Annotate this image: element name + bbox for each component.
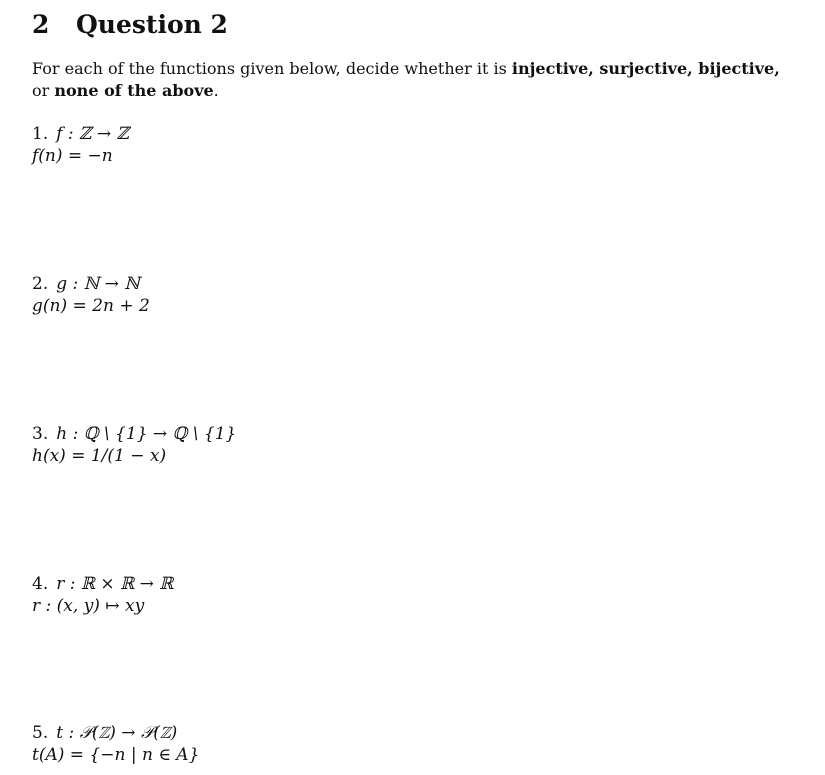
- function-item-3: [32, 423, 236, 467]
- section-number: 2: [32, 10, 50, 39]
- function-definition: g(n) = 2n + 2: [32, 296, 150, 316]
- item-label: 1.: [32, 124, 49, 144]
- function-signature: [32, 722, 199, 744]
- signature-text: g : ℕ → ℕ: [56, 274, 140, 294]
- function-definition: f(n) = −n: [32, 146, 113, 166]
- intro-text-before: For each of the functions given below, decide whether it is: [32, 59, 512, 78]
- intro-bold-end: none of the above: [54, 81, 214, 100]
- function-definition: t(A) = {−n | n ∈ A}: [32, 745, 200, 765]
- function-definition: r : (x, y) ↦ xy: [32, 596, 145, 616]
- intro-bold-terms: injective, surjective, bijective,: [511, 59, 780, 78]
- section-title: Question 2: [76, 10, 228, 39]
- function-item-1: [32, 123, 129, 167]
- intro-text-after: .: [213, 81, 219, 100]
- item-label: 3.: [32, 424, 49, 444]
- signature-text: t : 𝒫(ℤ) → 𝒫(ℤ): [56, 723, 178, 743]
- question-intro: [32, 58, 792, 102]
- item-label: 4.: [32, 574, 49, 594]
- signature-text: h : ℚ \ {1} → ℚ \ {1}: [56, 424, 237, 444]
- item-label: 5.: [32, 723, 49, 743]
- section-heading: [32, 10, 228, 39]
- signature-text: f : ℤ → ℤ: [56, 124, 129, 144]
- function-item-4: [32, 573, 173, 617]
- function-item-2: [32, 273, 150, 317]
- function-signature: [32, 423, 236, 445]
- function-signature: [32, 573, 173, 595]
- signature-text: r : ℝ × ℝ → ℝ: [56, 574, 174, 594]
- intro-text-mid: or: [32, 81, 55, 100]
- function-signature: [32, 273, 150, 295]
- function-item-5: [32, 722, 199, 766]
- item-label: 2.: [32, 274, 49, 294]
- function-definition: h(x) = 1/(1 − x): [32, 446, 167, 466]
- function-signature: [32, 123, 129, 145]
